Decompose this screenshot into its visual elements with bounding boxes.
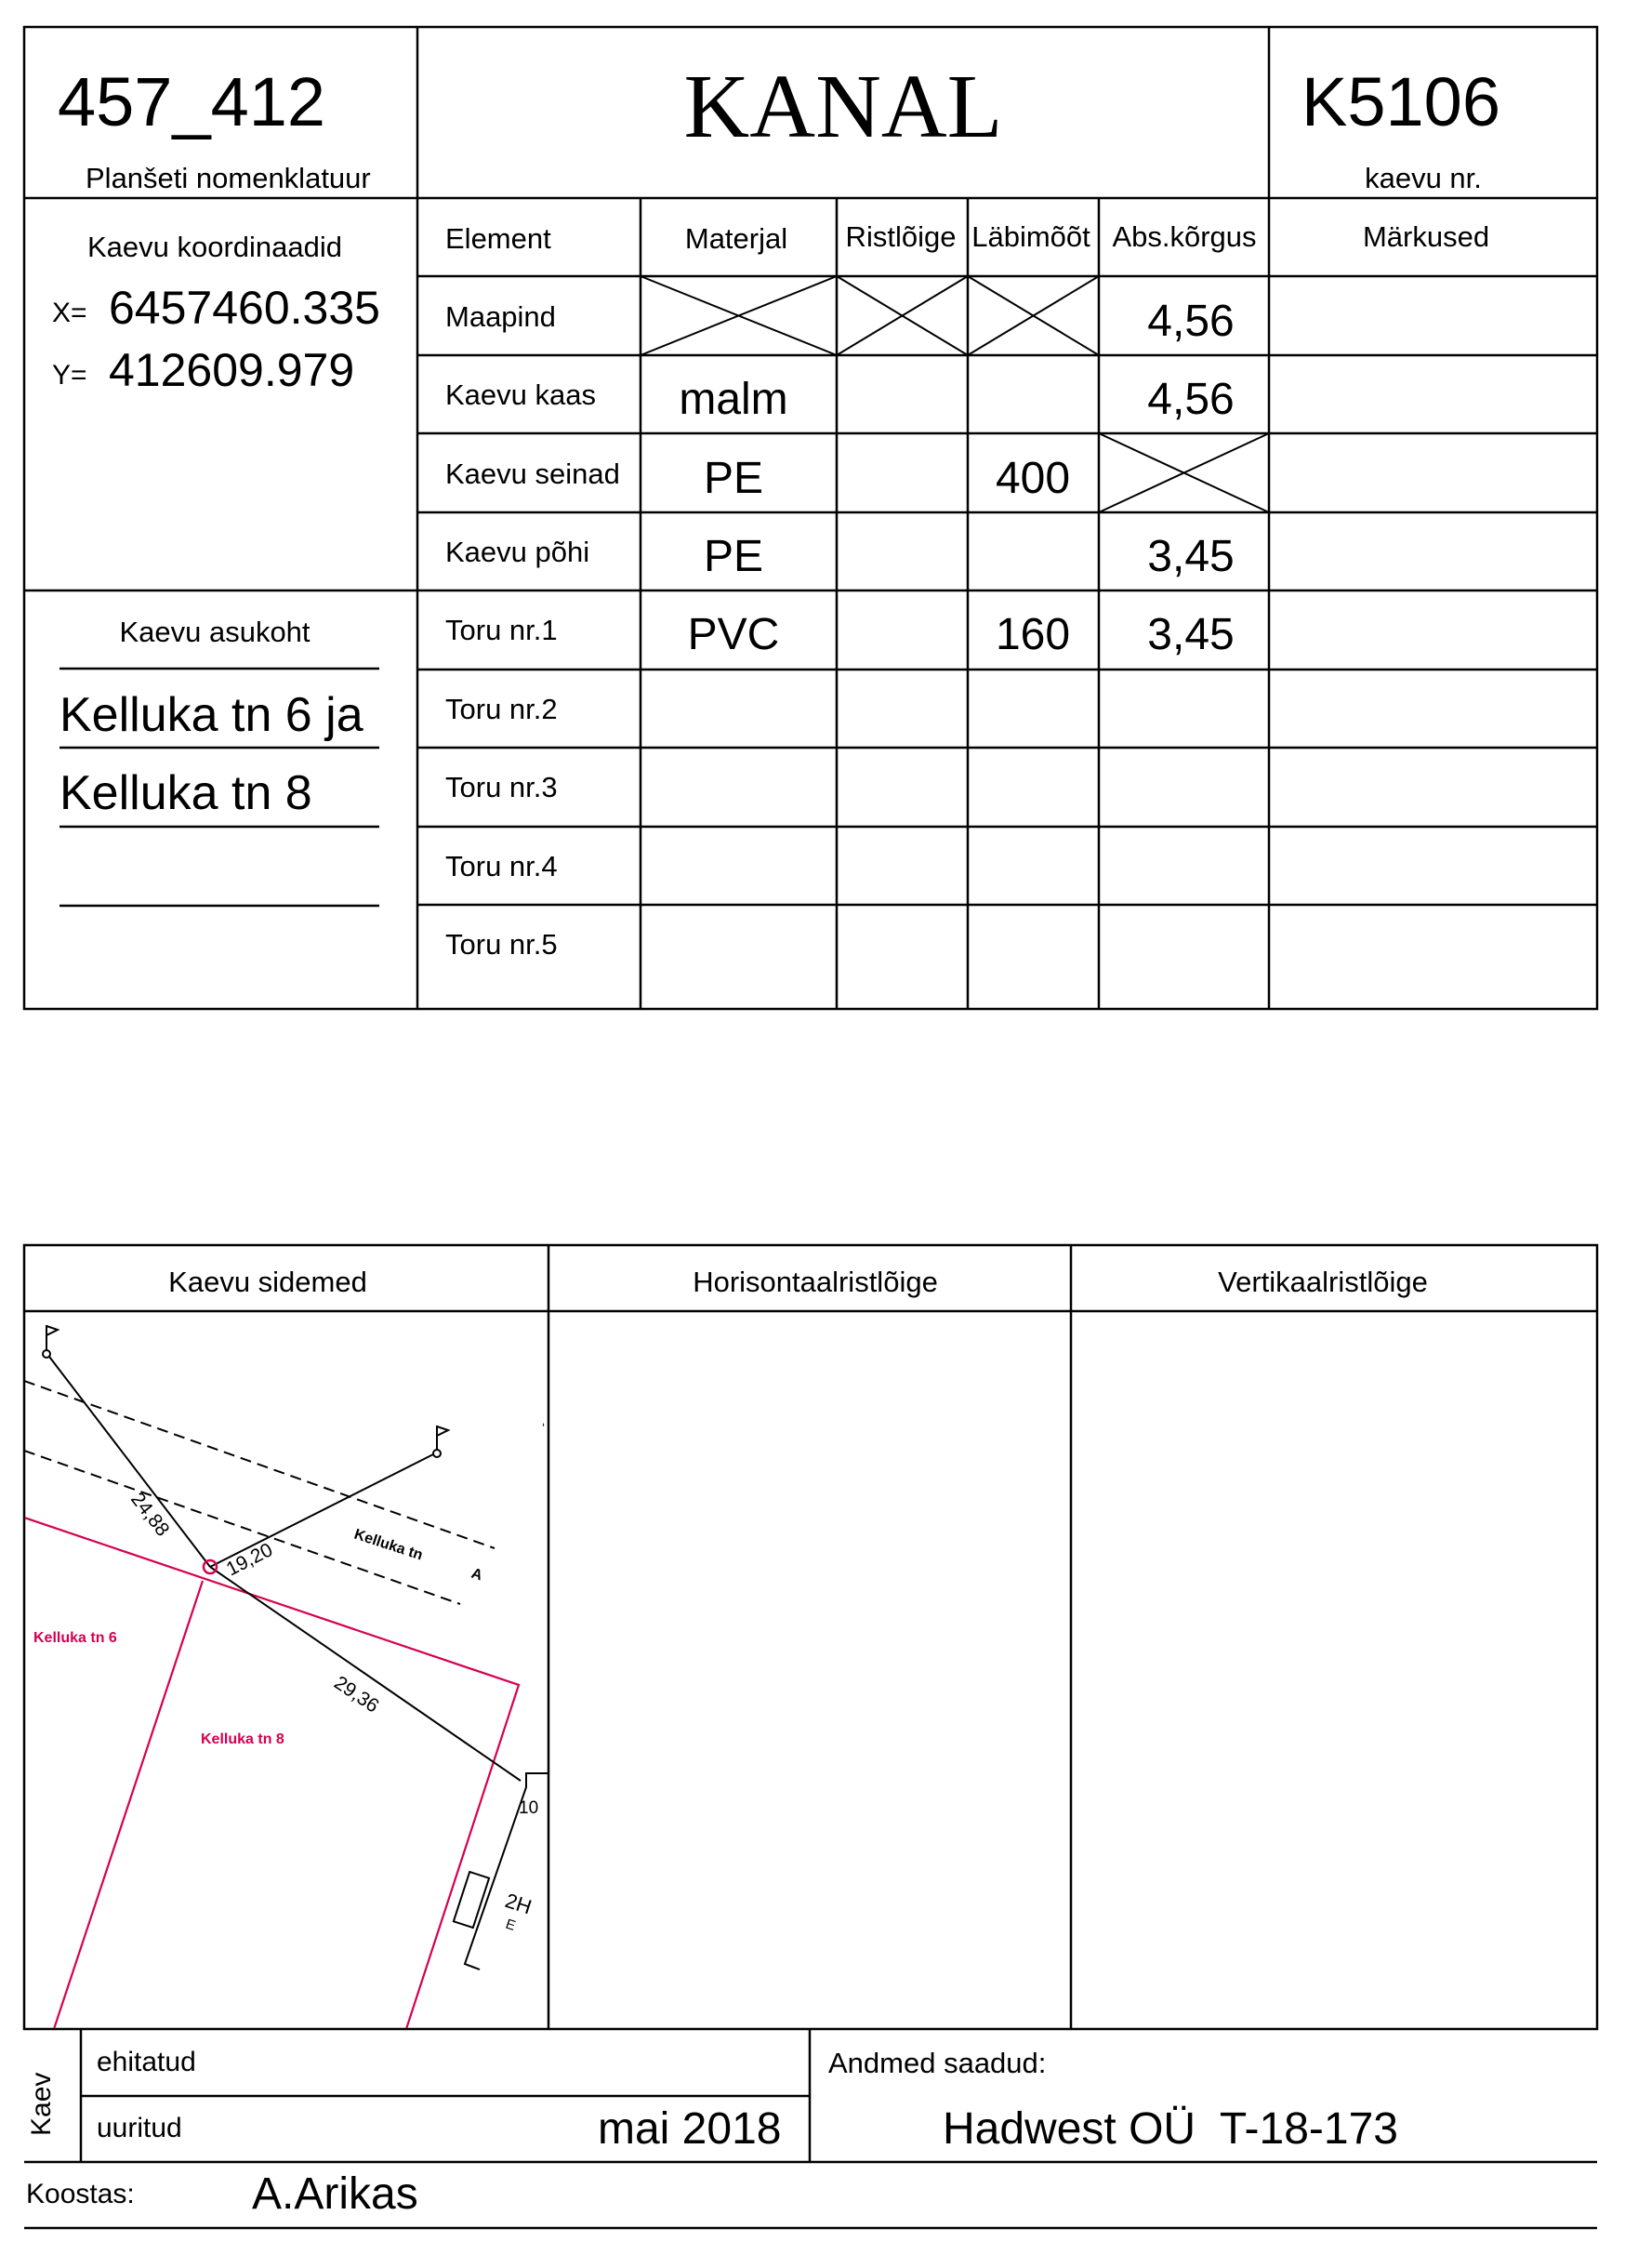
- well-number: K5106: [1301, 63, 1500, 140]
- building-dim-label: 10: [519, 1798, 539, 1818]
- built-label: ehitatud: [97, 2047, 196, 2077]
- col-header-diameter: Läbimõõt: [971, 220, 1090, 253]
- col-header-cross-section: Ristlõige: [845, 220, 957, 253]
- street-edges: [25, 1381, 495, 1604]
- street-label: Kelluka tn: [351, 1526, 425, 1564]
- nomenclature-label: Planšeti nomenklatuur: [86, 162, 371, 194]
- section-horizontal-title: Horisontaalristlõige: [693, 1266, 938, 1298]
- well-number-label: kaevu nr.: [1365, 162, 1482, 194]
- x-label: X=: [52, 298, 87, 328]
- coordinates-label: Kaevu koordinaadid: [86, 231, 343, 263]
- nomenclature-value: 457_412: [58, 63, 326, 140]
- row-element: Maapind: [445, 300, 556, 333]
- building-sub-label: E: [503, 1916, 518, 1934]
- distance-label-3: 29,36: [330, 1672, 383, 1718]
- row-element: Toru nr.4: [445, 850, 558, 882]
- distance-label-2: 19,20: [222, 1539, 277, 1581]
- row-element: Toru nr.1: [445, 614, 558, 646]
- page-title: KANAL: [683, 57, 1003, 157]
- tick-mark: ‘: [542, 1420, 546, 1435]
- x-value: 6457460.335: [109, 282, 380, 334]
- row-material: PE: [703, 454, 764, 503]
- surveyed-date: mai 2018: [598, 2104, 782, 2154]
- location-line: Kelluka tn 8: [59, 766, 312, 820]
- building-label: 2H: [502, 1888, 535, 1919]
- row-element: Kaevu põhi: [445, 536, 590, 568]
- row-material: malm: [679, 375, 788, 424]
- side-label: Kaev: [26, 2072, 57, 2136]
- row-element: Toru nr.2: [445, 693, 558, 725]
- reference-flag-2: [433, 1426, 448, 1457]
- surveyed-label: uuritud: [97, 2113, 182, 2143]
- row-diameter: 160: [995, 610, 1071, 659]
- parcel-label-8: Kelluka tn 8: [201, 1731, 284, 1747]
- row-abs-height: 3,45: [1147, 610, 1235, 659]
- row-element: Kaevu seinad: [445, 458, 620, 490]
- section-ties-title: Kaevu sidemed: [168, 1266, 367, 1298]
- row-diameter: 400: [995, 454, 1071, 503]
- street-number-label: A: [469, 1565, 485, 1585]
- parcel-label-6: Kelluka tn 6: [33, 1630, 117, 1646]
- y-value: 412609.979: [109, 344, 355, 396]
- row-abs-height: 4,56: [1147, 297, 1235, 346]
- tie-lines: [46, 1353, 521, 1781]
- location-label: Kaevu asukoht: [119, 616, 310, 648]
- row-material: PE: [703, 532, 764, 581]
- author-label: Koostas:: [26, 2179, 135, 2209]
- col-header-material: Materjal: [684, 222, 788, 255]
- reference-flag-1: [43, 1325, 58, 1358]
- data-source-label: Andmed saadud:: [828, 2047, 1047, 2079]
- row-abs-height: 3,45: [1147, 532, 1235, 581]
- author-name: A.Arikas: [252, 2169, 418, 2219]
- row-material: PVC: [687, 610, 780, 659]
- location-line: Kelluka tn 6 ja: [59, 688, 363, 742]
- row-element: Kaevu kaas: [445, 378, 596, 411]
- sketch-canvas: [25, 1311, 548, 2028]
- parcel-boundaries: [25, 1518, 519, 2028]
- col-header-element: Element: [445, 222, 551, 255]
- data-source: Hadwest OÜ T-18-173: [942, 2104, 1399, 2154]
- row-abs-height: 4,56: [1147, 375, 1235, 424]
- col-header-abs-height: Abs.kõrgus: [1112, 220, 1257, 253]
- row-element: Toru nr.3: [445, 771, 558, 803]
- location-sketch: [25, 1311, 548, 2028]
- row-element: Toru nr.5: [445, 928, 558, 961]
- section-vertical-title: Vertikaalristlõige: [1218, 1266, 1428, 1298]
- distance-label-1: 24,88: [126, 1488, 174, 1541]
- y-label: Y=: [52, 360, 87, 391]
- col-header-notes: Märkused: [1362, 220, 1490, 253]
